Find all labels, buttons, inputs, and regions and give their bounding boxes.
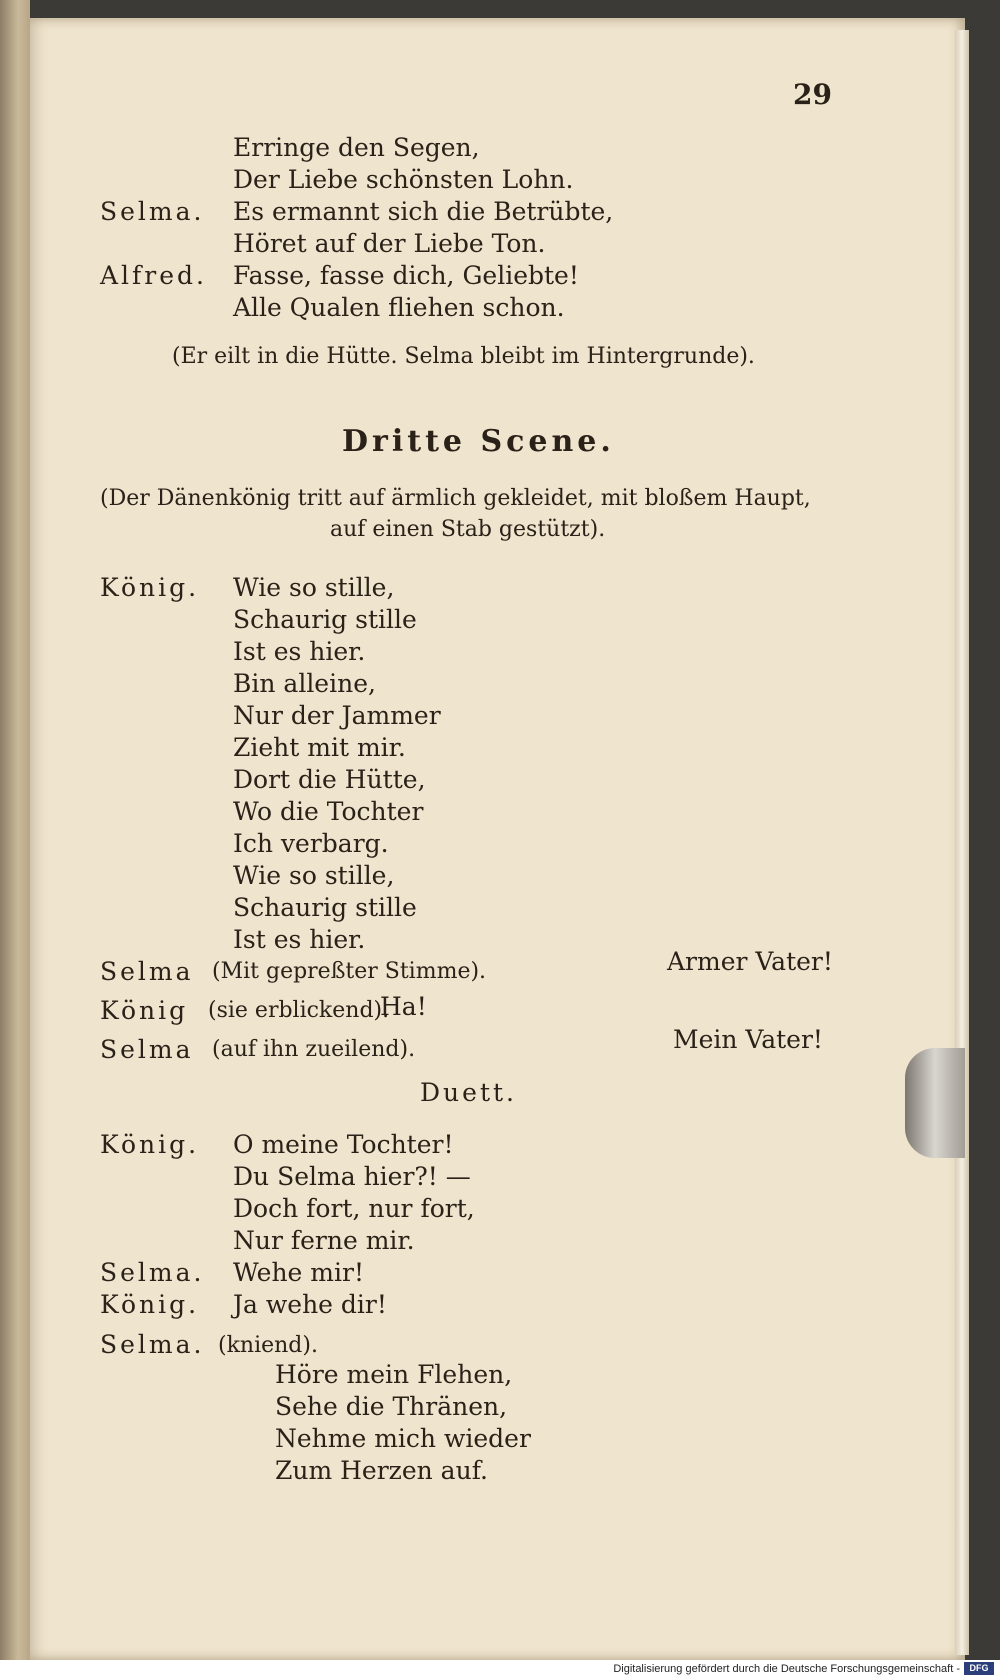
verse-line: Fasse, fasse dich, Geliebte! (233, 261, 579, 290)
verse-line: Zum Herzen auf. (275, 1456, 489, 1485)
stage-direction: (sie erblickend). (208, 998, 390, 1023)
footer-text: Digitalisierung gefördert durch die Deutsche Forschungsgemeinschaft - (613, 1663, 960, 1675)
verse-line: Schaurig stille (233, 893, 417, 922)
verse-line: Mein Vater! (673, 1025, 823, 1054)
speaker-label: König (100, 996, 189, 1025)
verse-line: Alle Qualen fliehen schon. (233, 293, 565, 322)
verse-line: Schaurig stille (233, 605, 417, 634)
verse-line: Nehme mich wieder (275, 1424, 531, 1453)
stage-direction: (Er eilt in die Hütte. Selma bleibt im Hintergrunde). (172, 344, 755, 369)
speaker-label: Selma. (100, 1330, 205, 1359)
verse-line: Wehe mir! (233, 1258, 364, 1287)
speaker-label: Selma (100, 957, 194, 986)
verse-line: Zieht mit mir. (233, 733, 406, 762)
verse-line: Sehe die Thränen, (275, 1392, 508, 1421)
page-number: 29 (793, 78, 832, 111)
bookmark-clip (905, 1048, 965, 1158)
dfg-logo: DFG (964, 1662, 994, 1675)
verse-line: Ist es hier. (233, 637, 366, 666)
verse-line: O meine Tochter! (233, 1130, 454, 1159)
adjacent-page-edge (0, 0, 30, 1660)
speaker-label: König. (100, 1130, 200, 1159)
verse-line: Dort die Hütte, (233, 765, 426, 794)
stage-direction: (kniend). (218, 1333, 318, 1358)
verse-line: Ja wehe dir! (233, 1290, 387, 1319)
speaker-label: Selma. (100, 1258, 205, 1287)
verse-line: Ist es hier. (233, 925, 366, 954)
verse-line: Höret auf der Liebe Ton. (233, 229, 546, 258)
speaker-label: Selma (100, 1035, 194, 1064)
verse-line: Erringe den Segen, (233, 133, 480, 162)
verse-line: Nur der Jammer (233, 701, 441, 730)
verse-line: Doch fort, nur fort, (233, 1194, 475, 1223)
verse-line: Du Selma hier?! — (233, 1162, 471, 1191)
digitization-footer (0, 1660, 1000, 1678)
verse-line: Armer Vater! (667, 947, 833, 976)
page-edge (955, 30, 969, 1655)
verse-line: Der Liebe schönsten Lohn. (233, 165, 574, 194)
verse-line: Bin alleine, (233, 669, 376, 698)
section-heading: Duett. (420, 1078, 517, 1107)
stage-direction: (auf ihn zueilend). (212, 1037, 416, 1062)
speaker-label: Selma. (100, 197, 205, 226)
verse-line: Wo die Tochter (233, 797, 424, 826)
speaker-label: König. (100, 1290, 200, 1319)
verse-line: Es ermannt sich die Betrübte, (233, 197, 614, 226)
stage-direction: auf einen Stab gestützt). (330, 517, 606, 542)
verse-line: Ha! (380, 992, 427, 1021)
verse-line: Nur ferne mir. (233, 1226, 415, 1255)
scene-heading: Dritte Scene. (342, 424, 615, 459)
speaker-label: Alfred. (100, 261, 207, 290)
stage-direction: (Der Dänenkönig tritt auf ärmlich gekleidet, mit bloßem Haupt, (100, 486, 811, 511)
stage-direction: (Mit gepreßter Stimme). (212, 959, 487, 984)
verse-line: Wie so stille, (233, 861, 395, 890)
speaker-label: König. (100, 573, 200, 602)
verse-line: Wie so stille, (233, 573, 395, 602)
verse-line: Ich verbarg. (233, 829, 389, 858)
verse-line: Höre mein Flehen, (275, 1360, 513, 1389)
